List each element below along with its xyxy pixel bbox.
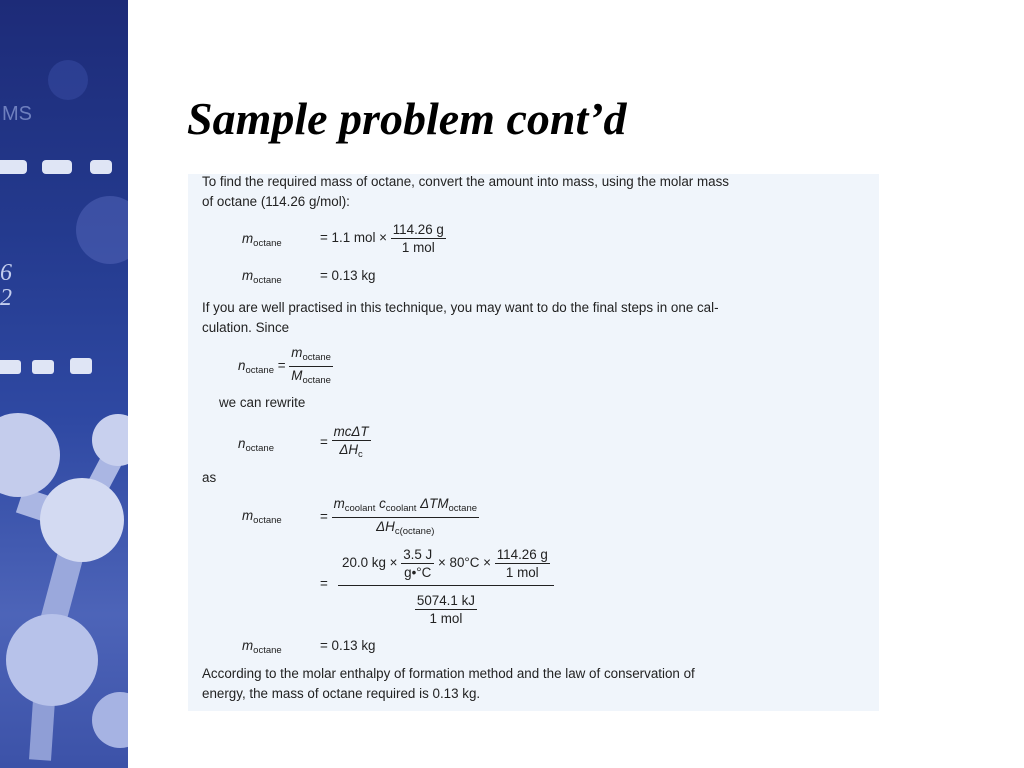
as-text: as — [202, 470, 217, 485]
svg-text:2: 2 — [0, 285, 12, 311]
practise-line-1: If you are well practised in this technique, you may want to do the final steps in one cal- — [202, 300, 719, 315]
solution-panel — [188, 174, 879, 711]
equation-7-lhs: $m_{octane}$ — [242, 638, 282, 656]
equation-6-compound-fraction: 20.0 kg × $\frac{3.5 J}{g•^\circ C}$ × 80°C × $\frac{114.26 g}{\text{1 mol}}$ $\frac{5074.1 kJ}{\text{1 mol}}$ — [338, 546, 554, 627]
equation-7-rhs: = 0.13 kg — [320, 638, 376, 653]
molar-mass-fraction: $\frac{114.26 g}{\text{1 mol}}$ — [392, 222, 444, 255]
equation-1-rhs: = 1.1 mol × $\frac{114.26 g}{\text{1 mol}}$ — [320, 222, 444, 255]
equation-2-rhs: = 0.13 kg — [320, 268, 376, 283]
practise-line-2: culation. Since — [202, 320, 290, 335]
conclusion-line-1: According to the molar enthalpy of formation method and the law of conservation of — [202, 666, 695, 681]
svg-text:6: 6 — [0, 260, 12, 286]
intro-line-2: of octane (114.26 g/mol): — [202, 194, 350, 209]
equation-5-rhs: = $\frac{m_{coolant} c_{coolant} \Delta TM_{octane}}{\Delta H_{c(octane)}}$ — [320, 496, 478, 537]
equation-6-equals: = — [320, 576, 328, 591]
equation-1-lhs: $m_{octane}$ — [242, 231, 282, 249]
conclusion-line-2: energy, the mass of octane required is 0.13 kg. — [202, 686, 481, 701]
equation-5-lhs: $m_{octane}$ — [242, 508, 282, 526]
decorative-sidebar-image — [0, 0, 128, 768]
rewrite-text: we can rewrite — [219, 395, 306, 410]
slide-title: Sample problem cont’d — [187, 93, 627, 144]
equation-4-rhs: = $\frac{\text{mcΔT}}{\Delta H_c}$ — [320, 424, 369, 460]
svg-text:MS: MS — [2, 103, 32, 125]
equation-3: $n_{octane}$ = $\frac{m_{octane}}{M_{octane}}$ — [238, 345, 331, 386]
equation-2-lhs: $m_{octane}$ — [242, 268, 282, 286]
intro-line-1: To find the required mass of octane, convert the amount into mass, using the molar mass — [202, 174, 729, 189]
equation-4-lhs: $n_{octane}$ — [238, 436, 274, 454]
